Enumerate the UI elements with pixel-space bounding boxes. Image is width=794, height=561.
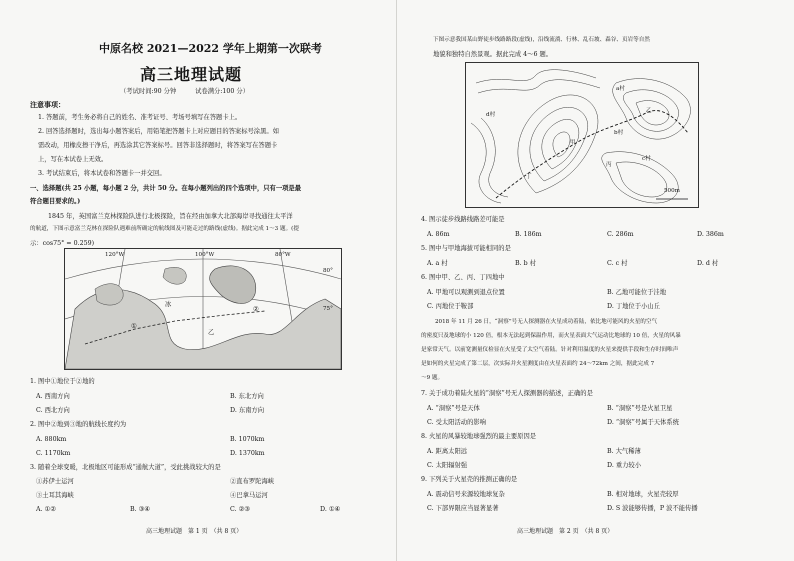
topo-label-ding: 丁 bbox=[526, 174, 532, 180]
option: D. 丁地位于小山丘 bbox=[607, 303, 660, 310]
section-heading: 一、选择题(共 25 小题，每小题 2 分，共计 50 分。在每小题列出的四个选项中，只有一项是最 bbox=[30, 185, 302, 192]
topo-village-d: d村 bbox=[486, 112, 496, 118]
intro-line: 示：cos75° = 0.259) bbox=[30, 240, 95, 247]
notice-line: 2. 回答选择题时，选出每小题答案后，用铅笔把答题卡上对应题目的答案标号涂黑。如 bbox=[38, 128, 279, 135]
question-7: 7. 关于成功着陆火星的“洞察”号无人探测器的描述，正确的是 bbox=[421, 390, 593, 397]
passage-line: ～9 题。 bbox=[421, 375, 444, 381]
passage-line: 的密度只及地球的小 120 倍，根本无法起到保温作用，而火星表面大气运动比地球的 10 倍，火星的风暴 bbox=[421, 333, 681, 339]
topo-village-b: b村 bbox=[614, 130, 624, 136]
map-point-1: ① bbox=[131, 323, 137, 330]
option: A. 距离太阳远 bbox=[427, 448, 468, 455]
topo-village-c: c村 bbox=[642, 156, 651, 162]
option: C. 下部界限应当显著显著 bbox=[427, 505, 499, 512]
map-point-2: ② bbox=[253, 306, 259, 313]
option: ④巴拿马运河 bbox=[230, 492, 268, 499]
question-4: 4. 图示徒步线路线路差可能是 bbox=[421, 216, 505, 223]
option: ①苏伊士运河 bbox=[36, 478, 74, 485]
option: D. S 波能够传播，P 波不能传播 bbox=[607, 505, 698, 512]
arctic-map bbox=[64, 248, 342, 370]
passage-line: 是如何的火星完成了第二层，次实际并火星测度由在火星表面约 24～72km 之间，据此完成 7 bbox=[421, 361, 655, 367]
intro-line: 下图示意我国某山野徒步线路路段(虚线)，沿线流淌、行林、乱石坡、森谷、页岩等自然 bbox=[433, 37, 650, 43]
option: B. 相对地球，火星壳较厚 bbox=[607, 491, 679, 498]
question-6: 6. 图中甲、乙、丙、丁四地中 bbox=[421, 274, 505, 281]
map-label: 100°W bbox=[195, 252, 215, 258]
page-footer: 高三地理试题 第 1 页 （共 8 页） bbox=[146, 528, 243, 535]
option: D. d 村 bbox=[697, 260, 719, 267]
page-footer: 高三地理试题 第 2 页 （共 8 页） bbox=[517, 528, 614, 535]
option: B. 东北方向 bbox=[230, 393, 264, 400]
topo-label-jia: 甲 bbox=[570, 140, 576, 146]
option: D. “洞察”号属于天体系统 bbox=[607, 419, 679, 426]
notice-line: 上，写在本试卷上无效。 bbox=[38, 156, 108, 163]
map-label: 80°W bbox=[275, 252, 291, 258]
intro-line: 地貌和独特自然景观。据此完成 4～6 题。 bbox=[433, 51, 553, 58]
map-label: 120°W bbox=[105, 252, 125, 258]
question-2: 2. 图中②地到③地的航线长度约为 bbox=[30, 421, 127, 428]
option: D. ①④ bbox=[320, 506, 341, 513]
topo-village-a: a村 bbox=[616, 86, 625, 92]
option: C. ②③ bbox=[230, 506, 250, 513]
page-title: 高三地理试题 bbox=[140, 65, 243, 84]
topo-map-graphic bbox=[466, 63, 698, 207]
exam-info: （考试时间:90 分钟 试卷满分:100 分） bbox=[120, 88, 250, 95]
option: D. 东南方向 bbox=[230, 407, 265, 414]
page-2 bbox=[397, 0, 794, 561]
option: A. “洞察”号是天体 bbox=[427, 405, 480, 412]
option: A. 西南方向 bbox=[36, 393, 70, 400]
option: B. b 村 bbox=[515, 260, 536, 267]
question-9: 9. 下列关于火星壳的推测正确的是 bbox=[421, 476, 518, 483]
topo-label-yi: 乙 bbox=[646, 108, 652, 114]
option: A. a 村 bbox=[427, 260, 448, 267]
intro-line: 的航道，下图示意富兰克林在探险队遇难前所确定的航线图及可能走过的路线(虚线)。据此完成 1～3 题。(提 bbox=[30, 226, 299, 232]
map-point-3: 乙 bbox=[208, 329, 215, 336]
notice-heading: 注意事项： bbox=[30, 100, 65, 109]
option: C. 丙地位于鞍部 bbox=[427, 303, 474, 310]
option: A. 880km bbox=[36, 436, 67, 443]
map-point-4: 冰 bbox=[165, 301, 172, 308]
option: C. 286m bbox=[607, 231, 634, 238]
option: C. 受太阳活动的影响 bbox=[427, 419, 486, 426]
option: B. “洞察”号是火星卫星 bbox=[607, 405, 673, 412]
question-5: 5. 图中与甲地海拔可能相同的是 bbox=[421, 245, 511, 252]
topo-label-bing: 丙 bbox=[606, 162, 612, 168]
option: A. 86m bbox=[427, 231, 450, 238]
intro-line: 1845 年，英国富兰克林探险队进行北极探险，旨在经由加拿大北部海岸寻找通往太平洋 bbox=[48, 213, 293, 220]
option: D. 重力较小 bbox=[607, 462, 642, 469]
option: B. 乙地可能位于洼地 bbox=[607, 289, 667, 296]
notice-line: 3. 考试结束后，将本试卷和答题卡一并交回。 bbox=[38, 170, 166, 177]
map-label: 75° bbox=[323, 306, 333, 312]
option: A. 震动信号来源较地球复杂 bbox=[427, 491, 505, 498]
map-label: 80° bbox=[323, 268, 333, 274]
option: A. ①② bbox=[36, 506, 56, 513]
school-line: 中原名校 2021—2022 学年上期第一次联考 bbox=[99, 42, 322, 55]
question-3: 3. 随着全球变暖，北极地区可能形成“通航大道”，受此挑战较大的是 bbox=[30, 464, 221, 471]
option: C. 太阳辐射强 bbox=[427, 462, 468, 469]
question-1: 1. 图中①地位于②地的 bbox=[30, 378, 95, 385]
option: C. 西北方向 bbox=[36, 407, 70, 414]
passage-line: 2018 年 11 月 26 日，“洞察”号无人探测器在火星成功着陆，依比地可能风的火星的空气 bbox=[435, 319, 658, 325]
topo-map bbox=[465, 62, 699, 208]
scale-bar-label: 500m bbox=[664, 188, 680, 194]
passage-line: 是家常天气。以前宽测量仪检显在火星受了太空气着陆。针对利用温度的火星来提供手段和生存时间唯声 bbox=[421, 347, 679, 353]
notice-line: 1. 答题前，考生务必将自己的姓名、准考证号、考场号填写在答题卡上。 bbox=[38, 114, 242, 121]
option: A. 甲地可以观测到退点位置 bbox=[427, 289, 505, 296]
option: C. c 村 bbox=[607, 260, 628, 267]
option: B. 大气稀薄 bbox=[607, 448, 641, 455]
option: D. 1370km bbox=[230, 450, 265, 457]
arctic-map-graphic bbox=[65, 249, 341, 369]
option: B. 186m bbox=[515, 231, 542, 238]
option: ②直布罗陀海峡 bbox=[230, 478, 275, 485]
notice-line: 需改动，用橡皮擦干净后，再选涂其它答案标号。回答非选择题时，将答案写在答题卡 bbox=[38, 142, 278, 149]
option: B. 1070km bbox=[230, 436, 265, 443]
option: ③土耳其海峡 bbox=[36, 492, 74, 499]
option: D. 386m bbox=[697, 231, 724, 238]
question-8: 8. 火星的风暴较地球强烈的最主要原因是 bbox=[421, 433, 537, 440]
section-heading-cont: 符合题目要求的。) bbox=[30, 198, 81, 205]
option: B. ③④ bbox=[130, 506, 150, 513]
option: C. 1170km bbox=[36, 450, 71, 457]
